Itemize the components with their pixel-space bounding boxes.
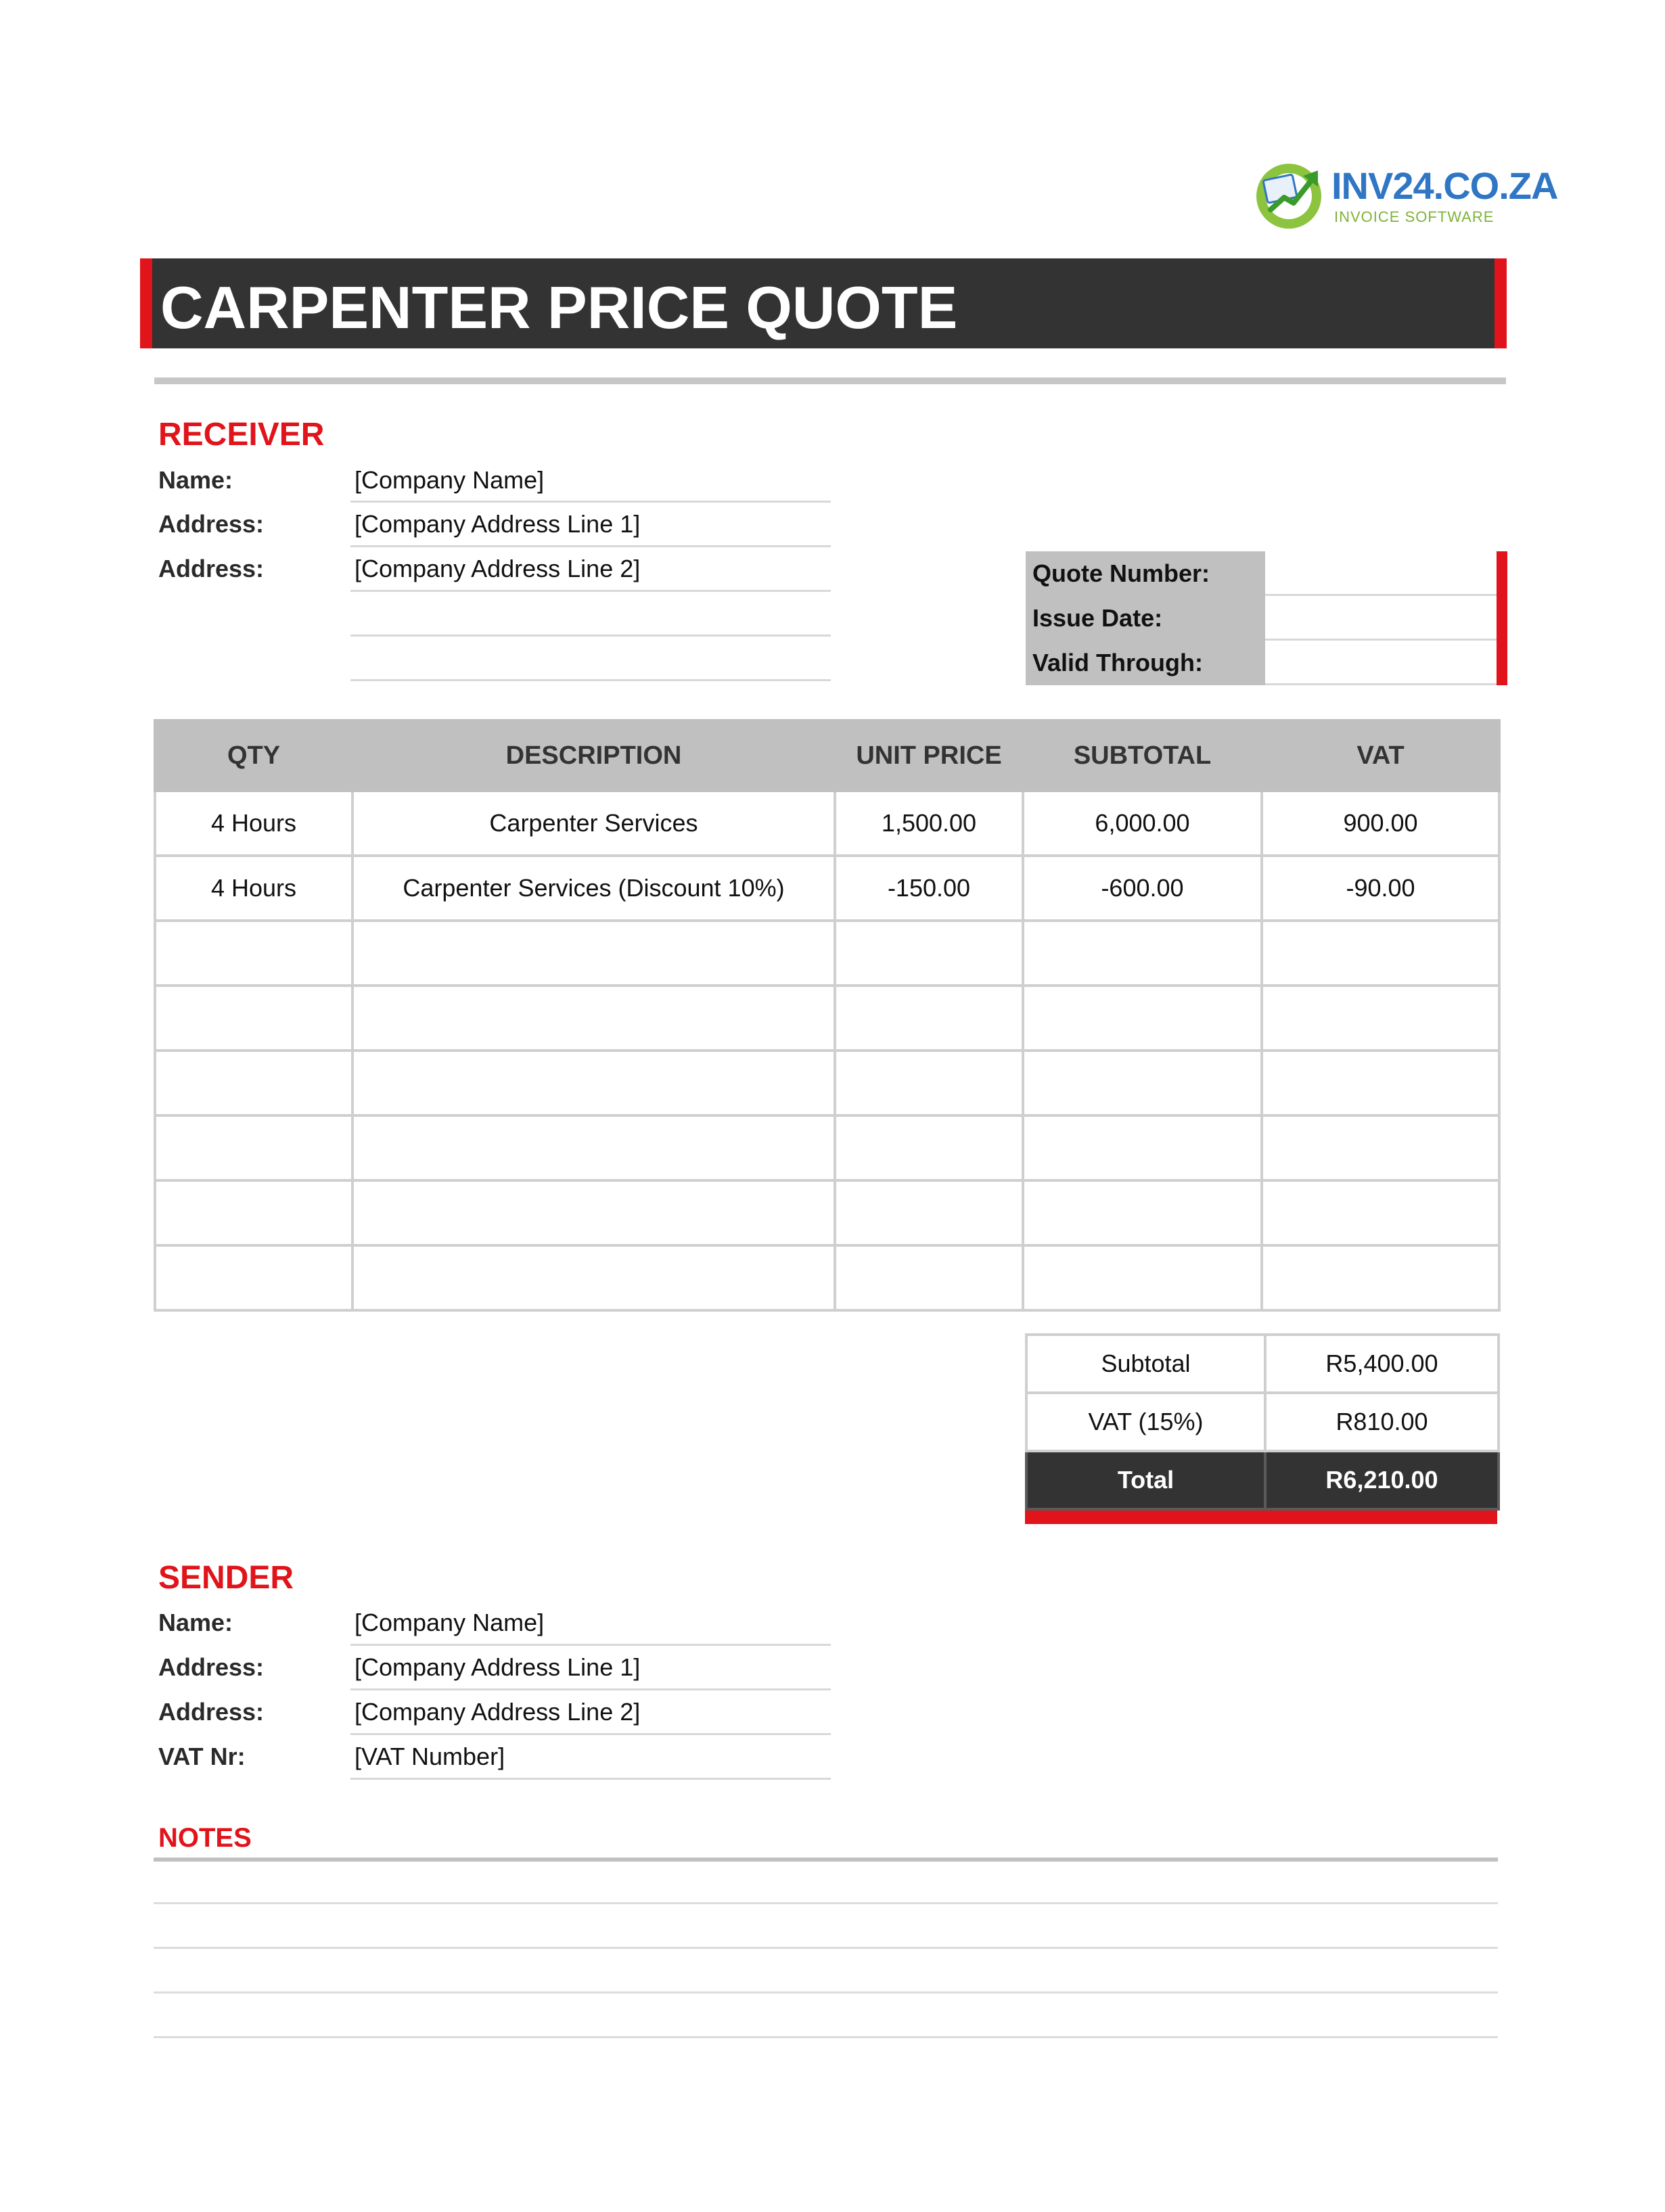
notes-divider [154, 1858, 1498, 1862]
quote-meta-accent [1497, 551, 1507, 685]
cell-vat[interactable]: -90.00 [1262, 856, 1499, 921]
subtotal-row [1026, 1335, 1499, 1393]
cell-description[interactable] [352, 1180, 835, 1245]
page-title: CARPENTER PRICE QUOTE [160, 274, 958, 341]
title-divider [154, 377, 1506, 384]
cell-qty[interactable]: 4 Hours [155, 791, 352, 856]
receiver-name-value[interactable]: [Company Name] [355, 466, 545, 494]
issue-date-label: Issue Date: [1032, 604, 1163, 632]
cell-qty[interactable] [155, 1051, 352, 1115]
receiver-address1-value[interactable]: [Company Address Line 1] [355, 510, 641, 538]
receiver-extra-line [350, 635, 831, 637]
sender-vat-value[interactable]: [VAT Number] [355, 1743, 505, 1770]
vat-value: R810.00 [1265, 1393, 1499, 1451]
title-bar [140, 258, 1507, 348]
total-label: Total [1026, 1451, 1265, 1509]
cell-subtotal[interactable] [1023, 921, 1262, 986]
cell-vat[interactable] [1262, 1115, 1499, 1180]
cell-unit-price[interactable] [835, 1245, 1023, 1310]
cell-unit-price[interactable] [835, 1115, 1023, 1180]
header-subtotal: SUBTOTAL [1023, 720, 1262, 791]
receiver-name-line [350, 501, 831, 503]
header-vat: VAT [1262, 720, 1499, 791]
cell-subtotal[interactable] [1023, 986, 1262, 1051]
logo-chart-icon [1252, 157, 1326, 231]
title-accent-right [1495, 258, 1507, 348]
sender-vat-line [350, 1778, 831, 1780]
cell-subtotal[interactable] [1023, 1051, 1262, 1115]
items-table [154, 719, 1501, 1312]
cell-subtotal[interactable]: -600.00 [1023, 856, 1262, 921]
cell-description[interactable] [352, 1115, 835, 1180]
cell-description[interactable] [352, 1051, 835, 1115]
logo-brand-text: INV24.CO.ZA [1331, 164, 1558, 207]
sender-name-value[interactable]: [Company Name] [355, 1609, 545, 1636]
cell-description[interactable] [352, 921, 835, 986]
cell-qty[interactable] [155, 1115, 352, 1180]
cell-qty[interactable] [155, 921, 352, 986]
cell-qty[interactable] [155, 1245, 352, 1310]
cell-unit-price[interactable] [835, 986, 1023, 1051]
receiver-extra-line [350, 679, 831, 681]
cell-vat[interactable] [1262, 1051, 1499, 1115]
table-row [155, 1180, 1499, 1245]
table-row [155, 1115, 1499, 1180]
receiver-address1-label: Address: [158, 510, 265, 538]
items-header-row [155, 720, 1499, 791]
cell-vat[interactable] [1262, 921, 1499, 986]
notes-heading: NOTES [158, 1823, 252, 1853]
table-row [155, 1051, 1499, 1115]
sender-address1-label: Address: [158, 1653, 265, 1681]
sender-address2-line [350, 1733, 831, 1735]
sender-heading: SENDER [158, 1560, 294, 1596]
totals-accent-bar [1025, 1511, 1497, 1524]
header-description: DESCRIPTION [352, 720, 835, 791]
cell-description[interactable] [352, 1245, 835, 1310]
receiver-address2-line [350, 590, 831, 592]
title-accent-left [140, 258, 152, 348]
cell-description[interactable]: Carpenter Services [352, 791, 835, 856]
receiver-heading: RECEIVER [158, 417, 325, 453]
sender-address2-label: Address: [158, 1698, 265, 1726]
sender-address2-value[interactable]: [Company Address Line 2] [355, 1698, 641, 1726]
valid-through-label: Valid Through: [1032, 649, 1203, 676]
vat-row [1026, 1393, 1499, 1451]
valid-through-row [1026, 641, 1507, 685]
sender-vat-label: VAT Nr: [158, 1743, 246, 1770]
cell-vat[interactable]: 900.00 [1262, 791, 1499, 856]
cell-unit-price[interactable]: -150.00 [835, 856, 1023, 921]
notes-line[interactable] [154, 1902, 1498, 1904]
cell-unit-price[interactable]: 1,500.00 [835, 791, 1023, 856]
cell-description[interactable]: Carpenter Services (Discount 10%) [352, 856, 835, 921]
cell-vat[interactable] [1262, 986, 1499, 1051]
logo-tagline: INVOICE SOFTWARE [1334, 208, 1495, 225]
receiver-address2-value[interactable]: [Company Address Line 2] [355, 555, 641, 582]
cell-subtotal[interactable] [1023, 1115, 1262, 1180]
receiver-address2-label: Address: [158, 555, 265, 582]
cell-unit-price[interactable] [835, 1180, 1023, 1245]
quote-number-label: Quote Number: [1032, 559, 1210, 587]
cell-subtotal[interactable]: 6,000.00 [1023, 791, 1262, 856]
subtotal-label: Subtotal [1026, 1335, 1265, 1393]
sender-name-line [350, 1644, 831, 1646]
notes-line[interactable] [154, 2036, 1498, 2038]
table-row [155, 856, 1499, 921]
cell-qty[interactable] [155, 986, 352, 1051]
cell-subtotal[interactable] [1023, 1180, 1262, 1245]
valid-through-line [1265, 683, 1497, 685]
issue-date-row [1026, 596, 1507, 641]
table-row [155, 921, 1499, 986]
quote-number-row [1026, 551, 1507, 596]
subtotal-value: R5,400.00 [1265, 1335, 1499, 1393]
total-value: R6,210.00 [1265, 1451, 1499, 1509]
logo [1252, 157, 1558, 231]
cell-qty[interactable]: 4 Hours [155, 856, 352, 921]
sender-address1-line [350, 1688, 831, 1690]
cell-subtotal[interactable] [1023, 1245, 1262, 1310]
receiver-address1-line [350, 545, 831, 547]
table-row [155, 1245, 1499, 1310]
cell-vat[interactable] [1262, 1245, 1499, 1310]
cell-qty[interactable] [155, 1180, 352, 1245]
sender-name-label: Name: [158, 1609, 233, 1636]
header-unit-price: UNIT PRICE [835, 720, 1023, 791]
quote-meta-box [1026, 551, 1507, 685]
sender-address1-value[interactable]: [Company Address Line 1] [355, 1653, 641, 1681]
cell-unit-price[interactable] [835, 921, 1023, 986]
table-row [155, 986, 1499, 1051]
cell-description[interactable] [352, 986, 835, 1051]
notes-line[interactable] [154, 1991, 1498, 1994]
vat-label: VAT (15%) [1026, 1393, 1265, 1451]
notes-line[interactable] [154, 1947, 1498, 1949]
table-row [155, 791, 1499, 856]
cell-unit-price[interactable] [835, 1051, 1023, 1115]
total-row [1026, 1451, 1499, 1509]
cell-vat[interactable] [1262, 1180, 1499, 1245]
header-qty: QTY [155, 720, 352, 791]
receiver-name-label: Name: [158, 466, 233, 494]
totals-table [1025, 1333, 1500, 1511]
